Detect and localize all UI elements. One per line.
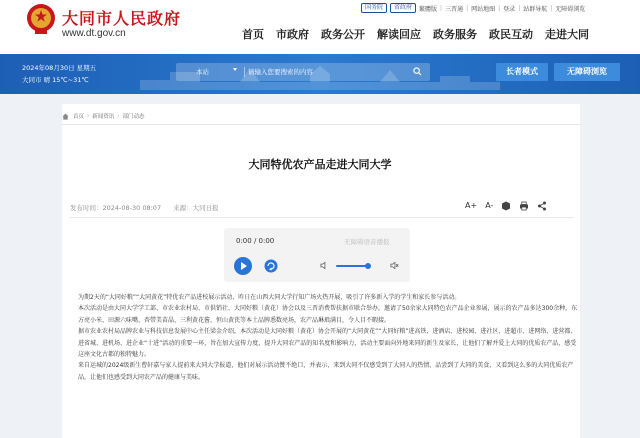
link-accessible[interactable]: 无障碍浏览 [555,5,586,13]
publish-time: 发布时间：2024-08-30 08:07 [70,204,162,212]
link-sanjin[interactable]: 三晋通 [445,5,464,13]
national-emblem-icon [26,3,56,35]
search-scope-select[interactable]: 本站 [196,68,209,76]
paragraph: 据市农业农村局品牌农业与科技信息发展中心主任梁金介绍，本次活动是大同好粮（黄花）协会开展的“大同黄花”“大同好粮”进高铁、进酒店、进校园、进社区、进超市、进网络、进营都、进省城、进机场、进企业“十进”活动的重要一环，旨在加大宣传力度，提升大同农产品的知名度和影响力，活动主要面向外地来同的新生及家长，让他们了解并爱上大同的优质农产品，感受这座文化古都的独特魅力。 [78,328,577,359]
divider [70,217,573,218]
player-time: 0:00 / 0:00 [236,237,275,245]
search-divider [244,67,245,77]
article-body [78,292,578,383]
breadcrumb-separator: › [117,113,120,119]
mute-icon[interactable] [390,261,399,270]
accessible-browse-button[interactable]: 无障碍浏览 [554,63,620,81]
link-site-nav[interactable]: 站群导航 [523,5,548,13]
volume-slider[interactable] [336,265,368,267]
volume-icon[interactable] [320,261,329,270]
link-login[interactable]: 登录 [503,5,516,13]
play-button[interactable] [234,257,252,275]
search-box [176,63,430,81]
nav-interaction[interactable]: 政民互动 [489,28,533,41]
nav-home[interactable]: 首页 [242,28,264,41]
article-meta [70,203,229,212]
divider [62,124,580,125]
search-input[interactable]: 请输入您要搜索的内容 [248,68,313,76]
top-links [361,3,585,13]
nav-government[interactable]: 市政府 [276,28,309,41]
volume-slider-handle[interactable] [365,263,371,269]
voice-broadcast-label[interactable]: 无障碍语音播报 [344,238,390,246]
separator: | [466,4,469,12]
chevron-down-icon[interactable] [233,68,237,71]
paragraph: 本次活动是由大同大学学工部、市农业农村局、市供销社、大同好粮（黄花）协会以及三晋消费帮扶据市联合举办，邀请了50余家大同特色农产品企业参展，展示的农产品多达300余种，东方亮小米、田源六味嘴、杏带美苗晶、三利黄花酱、恒山黄芪等本土品牌悉数亮场，农产品琳琅满目，令人目不暇接。 [78,305,578,324]
paragraph: 为期2天的“大同好粮”“大同黄花”特优农产品进校展示活动，昨日在山西大同大学行知广场火热开展，吸引了许多新入学的学生和家长参与活动。 [78,294,461,301]
link-sitemap[interactable]: 网站地图 [471,5,496,13]
article-tools [465,200,547,212]
date-weather [22,62,96,86]
share-icon[interactable] [537,201,547,211]
article-source: 来源：大同日报 [173,204,219,212]
article-title: 大同特优农产品走进大同大学 [248,158,392,171]
site-domain: www.dt.gov.cn [62,28,126,39]
site-header [0,0,640,54]
separator: | [550,4,553,12]
print-icon[interactable] [519,201,529,211]
link-province[interactable]: 省政府 [390,3,416,13]
date-text: 2024年08月30日 星期五 [22,64,97,72]
separator: | [440,4,443,12]
nav-open-affairs[interactable]: 政务公开 [321,28,365,41]
search-icon[interactable] [413,67,422,76]
home-icon [62,113,69,120]
link-state-council[interactable]: 国务院 [361,3,387,13]
weather-text: 大同市 晴 15℃~31℃ [22,76,89,84]
breadcrumb [62,112,144,120]
font-increase-button[interactable]: A+ [465,201,478,210]
elder-mode-button[interactable]: 长者模式 [496,63,548,81]
site-name[interactable]: 大同市人民政府 [62,9,182,28]
nav-datong[interactable]: 走进大同 [545,28,589,41]
separator: | [498,4,501,12]
link-traditional[interactable]: 繁體版 [419,5,438,13]
breadcrumb-news[interactable]: 新闻资讯 [92,114,115,120]
breadcrumb-dept[interactable]: 部门动态 [122,114,145,120]
breadcrumb-home[interactable]: 首页 [73,114,85,120]
main-nav [236,26,595,42]
loop-icon[interactable] [264,259,278,273]
nav-interpretation[interactable]: 解读回应 [377,28,421,41]
nav-services[interactable]: 政务服务 [433,28,477,41]
separator: | [518,4,521,12]
font-decrease-button[interactable]: A- [485,201,494,210]
paragraph: 来自运城的2024级新生曹轩嘉与家人提前来大同大学报道，他们对展示活动赞不绝口，并表示，来到大同不仅感受到了大同人的热情，品尝到了大同的美食，又看到这么多的大同优质农产品，让他们也感受到大同农产品的健康与美味。 [78,362,574,381]
audio-player [224,228,410,282]
wechat-icon[interactable] [501,201,511,211]
breadcrumb-separator: › [87,113,90,119]
